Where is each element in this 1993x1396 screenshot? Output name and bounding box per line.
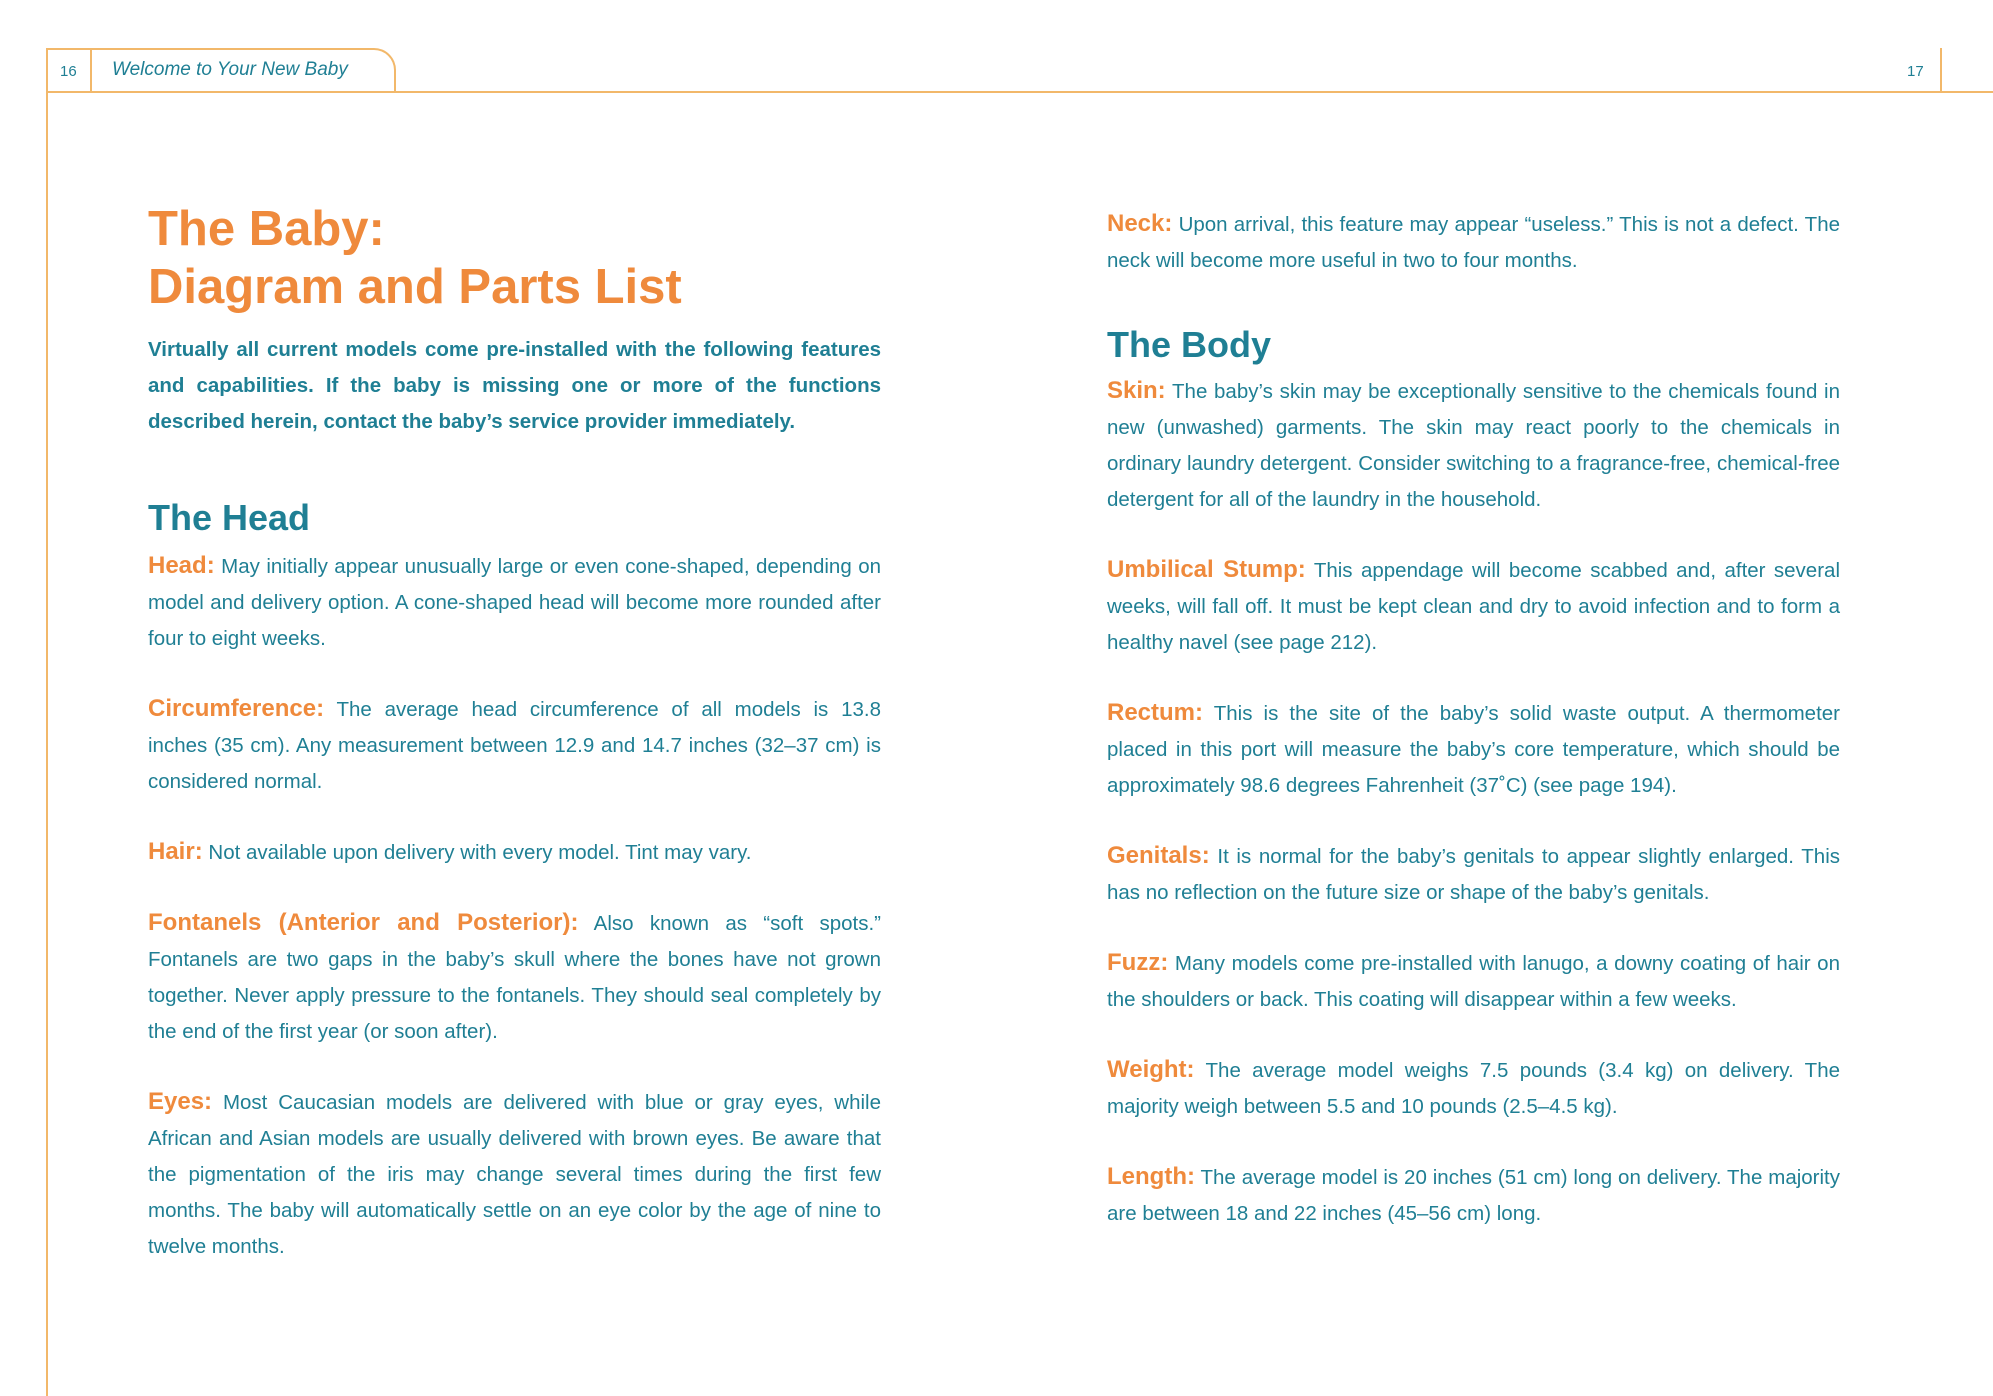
entry-term: Length: bbox=[1107, 1163, 1195, 1190]
intro-paragraph: Virtually all current models come pre-installed with the following features and capabilities. If the baby is missing one or more of the functions described herein, contact the baby’s service provider immediately. bbox=[148, 338, 881, 433]
section-heading-body: The Body bbox=[1107, 324, 1272, 365]
left-column bbox=[148, 200, 881, 1265]
entry-term: Skin: bbox=[1107, 377, 1166, 404]
entry-text: The baby’s skin may be exceptionally sensitive to the chemicals found in new (unwashed) garments. The skin may react poorly to the chemicals in ordinary laundry detergent. Consider switching to a fragrance-free, chemical-free detergent for all of the laundry in the household. bbox=[1107, 380, 1840, 511]
entry-fuzz bbox=[1107, 945, 1840, 1018]
entry-term: Genitals: bbox=[1107, 842, 1210, 869]
entry-term: Fontanels (Anterior and Posterior): bbox=[148, 909, 579, 936]
entry-term: Hair: bbox=[148, 838, 203, 865]
right-column bbox=[1107, 200, 1840, 1232]
entry-term: Neck: bbox=[1107, 210, 1173, 237]
entry-weight bbox=[1107, 1052, 1840, 1125]
entry-length bbox=[1107, 1159, 1840, 1232]
right-page-number-rule bbox=[1940, 48, 1942, 92]
entry-circumference bbox=[148, 691, 881, 800]
entry-genitals bbox=[1107, 838, 1840, 911]
entry-hair bbox=[148, 834, 881, 871]
entry-rectum bbox=[1107, 695, 1840, 804]
entry-term: Head: bbox=[148, 552, 215, 579]
left-margin-rule bbox=[46, 48, 48, 1396]
entry-text: This appendage will become scabbed and, after several weeks, will fall off. It must be kept clean and dry to avoid infection and to form a healthy navel (see page 212). bbox=[1107, 559, 1840, 654]
entry-text: The average head circumference of all models is 13.8 inches (35 cm). Any measurement between 12.9 and 14.7 inches (32–37 cm) is considered normal. bbox=[148, 698, 881, 793]
entry-eyes bbox=[148, 1084, 881, 1265]
section-heading-head: The Head bbox=[148, 497, 311, 538]
entry-term: Circumference: bbox=[148, 695, 325, 722]
entry-term: Fuzz: bbox=[1107, 949, 1169, 976]
tab-divider bbox=[90, 50, 92, 92]
entry-term: Rectum: bbox=[1107, 699, 1204, 726]
entry-umbilical-stump bbox=[1107, 552, 1840, 661]
left-page-number: 16 bbox=[60, 63, 77, 80]
entry-neck bbox=[1107, 206, 1840, 279]
entry-text: Also known as “soft spots.” Fontanels are two gaps in the baby’s skull where the bones have not grown together. Never apply pressure to the fontanels. They should seal completely by the end of the first year (or soon after). bbox=[148, 912, 881, 1043]
title-line-1: The Baby: bbox=[148, 202, 385, 256]
entry-text: May initially appear unusually large or even cone-shaped, depending on model and delivery option. A cone-shaped head will become more rounded after four to eight weeks. bbox=[148, 555, 881, 650]
running-head: Welcome to Your New Baby bbox=[112, 59, 348, 80]
title-line-2: Diagram and Parts List bbox=[148, 260, 682, 314]
entry-fontanels bbox=[148, 905, 881, 1050]
entry-text: It is normal for the baby’s genitals to appear slightly enlarged. This has no reflection on the future size or shape of the baby’s genitals. bbox=[1107, 845, 1840, 904]
entry-text: This is the site of the baby’s solid waste output. A thermometer placed in this port will measure the baby’s core temperature, which should be approximately 98.6 degrees Fahrenheit (37˚C) (see page 194). bbox=[1107, 702, 1840, 797]
entry-text: Most Caucasian models are delivered with blue or gray eyes, while African and Asian models are usually delivered with brown eyes. Be aware that the pigmentation of the iris may change several times during the first few months. The baby will automatically settle on an eye color by the age of nine to twelve months. bbox=[148, 1091, 881, 1258]
entry-skin bbox=[1107, 373, 1840, 518]
entry-term: Eyes: bbox=[148, 1088, 213, 1115]
entry-text: Many models come pre-installed with lanugo, a downy coating of hair on the shoulders or back. This coating will disappear within a few weeks. bbox=[1107, 952, 1840, 1011]
entry-text: Not available upon delivery with every model. Tint may vary. bbox=[208, 841, 752, 864]
entry-text: Upon arrival, this feature may appear “useless.” This is not a defect. The neck will become more useful in two to four months. bbox=[1107, 213, 1840, 272]
entry-text: The average model weighs 7.5 pounds (3.4 kg) on delivery. The majority weigh between 5.5 and 10 pounds (2.5–4.5 kg). bbox=[1107, 1059, 1840, 1118]
page-title bbox=[148, 200, 881, 316]
entry-head bbox=[148, 548, 881, 657]
entry-term: Umbilical Stump: bbox=[1107, 556, 1306, 583]
header-rule bbox=[46, 91, 1993, 93]
entry-term: Weight: bbox=[1107, 1056, 1195, 1083]
entry-text: The average model is 20 inches (51 cm) long on delivery. The majority are between 18 and 22 inches (45–56 cm) long. bbox=[1107, 1166, 1840, 1225]
right-page-number: 17 bbox=[1907, 63, 1924, 80]
